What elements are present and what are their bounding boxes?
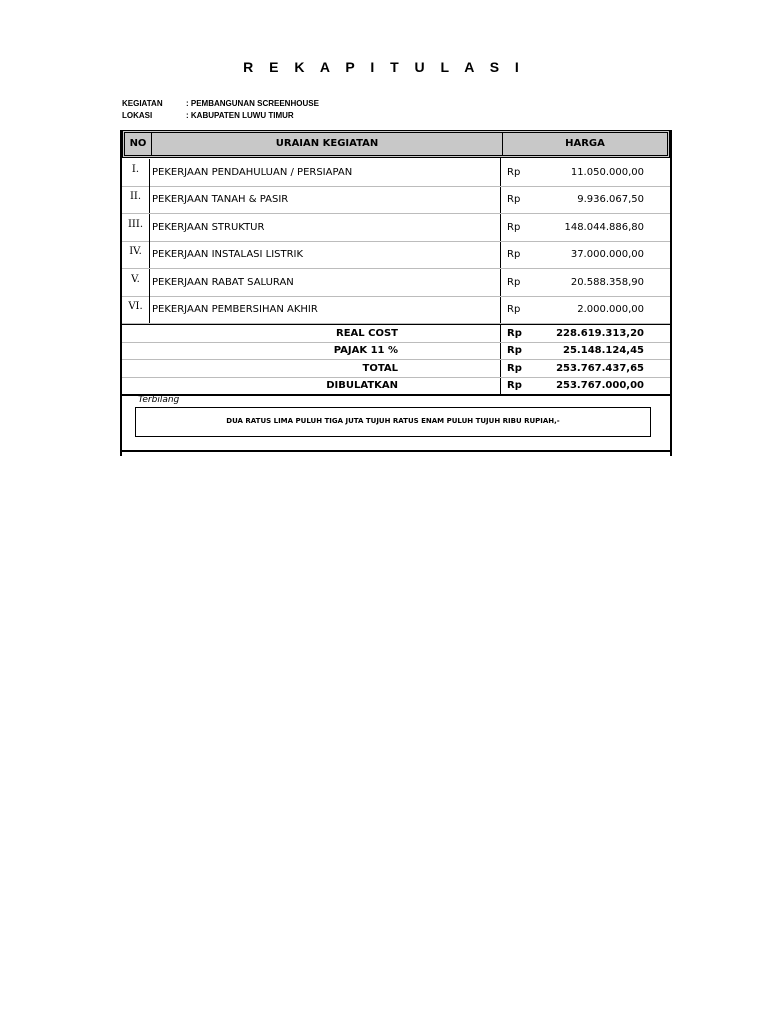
row-no: IV.	[122, 241, 150, 268]
page-title: R E K A P I T U L A S I	[243, 59, 525, 75]
summary-row	[122, 325, 670, 343]
table-row	[122, 296, 670, 324]
row-value: 9.936.067,50	[577, 194, 644, 205]
table-bottom-border	[122, 450, 670, 452]
header-no: NO	[125, 133, 152, 155]
row-uraian: PEKERJAAN PENDAHULUAN / PERSIAPAN	[152, 167, 353, 178]
row-value: 20.588.358,90	[570, 277, 644, 288]
summary-row	[122, 360, 670, 378]
meta-lokasi	[122, 110, 294, 122]
table-row	[122, 269, 670, 297]
meta-kegiatan	[122, 98, 319, 110]
row-currency: Rp	[507, 167, 521, 178]
summary-currency: Rp	[507, 328, 522, 339]
row-value: 11.050.000,00	[570, 167, 644, 178]
header-uraian: URAIAN KEGIATAN	[152, 133, 503, 155]
row-uraian: PEKERJAAN STRUKTUR	[152, 222, 265, 233]
row-value: 2.000.000,00	[577, 304, 644, 315]
rekap-table	[120, 130, 672, 456]
summary-value: 25.148.124,45	[563, 345, 644, 356]
row-currency: Rp	[507, 304, 521, 315]
summary-currency: Rp	[507, 363, 522, 374]
summary-currency: Rp	[507, 380, 522, 391]
row-currency: Rp	[507, 194, 521, 205]
summary-label: TOTAL	[362, 363, 398, 374]
meta-value: : PEMBANGUNAN SCREENHOUSE	[186, 99, 319, 108]
table-row	[122, 159, 670, 187]
row-no: VI.	[122, 296, 150, 323]
summary-label: DIBULATKAN	[326, 380, 398, 391]
row-uraian: PEKERJAAN RABAT SALURAN	[152, 277, 294, 288]
row-value: 148.044.886,80	[564, 222, 644, 233]
table-header	[122, 130, 670, 158]
summary-currency: Rp	[507, 345, 522, 356]
row-no: V.	[122, 269, 150, 296]
table-row	[122, 241, 670, 269]
row-uraian: PEKERJAAN PEMBERSIHAN AKHIR	[152, 304, 318, 315]
meta-value: : KABUPATEN LUWU TIMUR	[186, 111, 294, 120]
table-row	[122, 214, 670, 242]
header-harga: HARGA	[565, 138, 605, 149]
row-currency: Rp	[507, 222, 521, 233]
row-currency: Rp	[507, 249, 521, 260]
summary-value: 253.767.000,00	[556, 380, 644, 391]
terbilang-label: Terbilang	[138, 395, 180, 405]
summary-value: 253.767.437,65	[556, 363, 644, 374]
summary-label: PAJAK 11 %	[333, 345, 398, 356]
table-row	[122, 186, 670, 214]
meta-label: LOKASI	[122, 111, 153, 120]
row-value: 37.000.000,00	[570, 249, 644, 260]
terbilang-divider	[122, 394, 670, 396]
summary-row	[122, 342, 670, 360]
terbilang-text: DUA RATUS LIMA PULUH TIGA JUTA TUJUH RATUS ENAM PULUH TUJUH RIBU RUPIAH,-	[135, 407, 651, 437]
row-no: III.	[122, 214, 150, 241]
row-uraian: PEKERJAAN INSTALASI LISTRIK	[152, 249, 304, 260]
summary-value: 228.619.313,20	[556, 328, 644, 339]
row-currency: Rp	[507, 277, 521, 288]
summary-row	[122, 377, 670, 394]
summary-label: REAL COST	[336, 328, 398, 339]
meta-label: KEGIATAN	[122, 99, 163, 108]
row-no: I.	[122, 159, 150, 186]
row-no: II.	[122, 186, 150, 213]
row-uraian: PEKERJAAN TANAH & PASIR	[152, 194, 289, 205]
